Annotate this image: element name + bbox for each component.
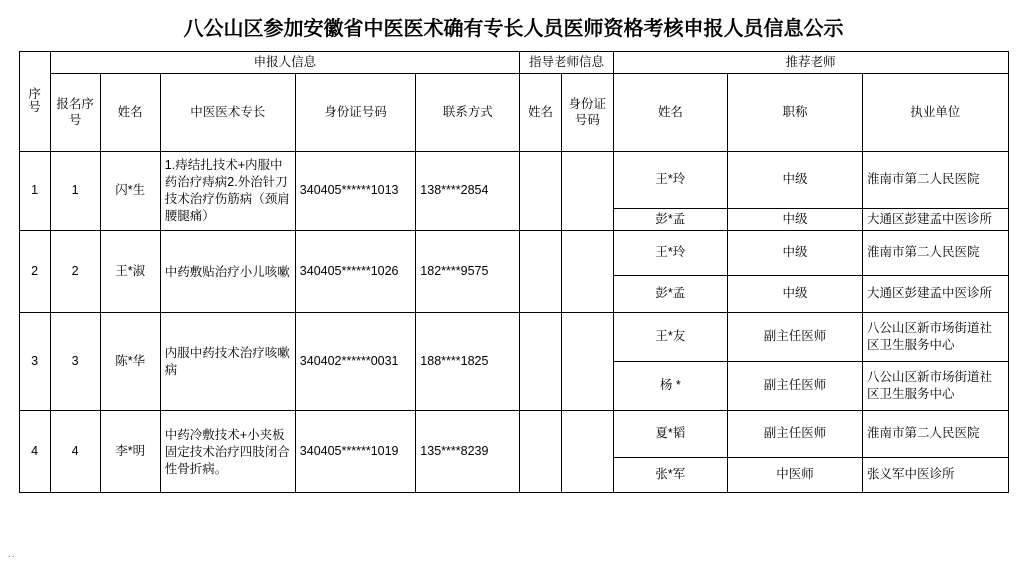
cell-teacher-name <box>520 410 562 492</box>
cell-applicant-specialty: 内服中药技术治疗咳嗽病 <box>160 312 295 410</box>
header-teacher-name: 姓名 <box>520 73 562 151</box>
cell-applicant-name: 闪*生 <box>100 151 160 230</box>
table-row <box>19 410 1008 457</box>
table-row <box>19 230 1008 275</box>
cell-rec-name: 王*友 <box>613 312 727 361</box>
table-row <box>19 151 1008 208</box>
page-title: 八公山区参加安徽省中医医术确有专长人员医师资格考核申报人员信息公示 <box>183 18 844 40</box>
header-applicant-no: 报名序号 <box>50 73 100 151</box>
cell-rec-unit: 张义军中医诊所 <box>863 457 1009 492</box>
cell-teacher-name <box>520 230 562 312</box>
cell-seq: 4 <box>19 410 50 492</box>
cell-applicant-no: 2 <box>50 230 100 312</box>
header-applicant-name: 姓名 <box>100 73 160 151</box>
cell-teacher-name <box>520 312 562 410</box>
cell-rec-title: 副主任医师 <box>727 410 862 457</box>
cell-rec-unit: 淮南市第二人民医院 <box>863 151 1009 208</box>
header-seq-label: 序号 <box>28 87 41 115</box>
header-applicant-contact: 联系方式 <box>416 73 520 151</box>
cell-applicant-specialty: 中药敷贴治疗小儿咳嗽 <box>160 230 295 312</box>
header-group-applicant: 申报人信息 <box>50 52 520 74</box>
cell-rec-name: 夏*韬 <box>613 410 727 457</box>
cell-applicant-no: 1 <box>50 151 100 230</box>
cell-teacher-id <box>561 230 613 312</box>
cell-rec-unit: 淮南市第二人民医院 <box>863 410 1009 457</box>
cell-applicant-id: 340405******1026 <box>295 230 416 312</box>
cell-rec-title: 中级 <box>727 151 862 208</box>
cell-applicant-contact: 188****1825 <box>416 312 520 410</box>
cell-rec-title: 副主任医师 <box>727 312 862 361</box>
header-group-recommender: 推荐老师 <box>613 52 1008 74</box>
cell-rec-name: 杨 * <box>613 361 727 410</box>
cell-applicant-id: 340405******1013 <box>295 151 416 230</box>
cell-applicant-name: 李*明 <box>100 410 160 492</box>
cell-rec-title: 中级 <box>727 230 862 275</box>
header-teacher-id: 身份证号码 <box>561 73 613 151</box>
cell-rec-title: 中级 <box>727 275 862 312</box>
cell-applicant-id: 340402******0031 <box>295 312 416 410</box>
header-rec-title: 职称 <box>727 73 862 151</box>
cell-seq: 3 <box>19 312 50 410</box>
cell-applicant-contact: 182****9575 <box>416 230 520 312</box>
header-rec-name: 姓名 <box>613 73 727 151</box>
cell-rec-unit: 八公山区新市场街道社区卫生服务中心 <box>863 361 1009 410</box>
cell-rec-name: 彭*孟 <box>613 208 727 230</box>
cell-applicant-specialty: 1.痔结扎技术+内服中药治疗痔病2.外治针刀技术治疗伤筋病（颈肩腰腿痛） <box>160 151 295 230</box>
cell-rec-unit: 大通区彭建孟中医诊所 <box>863 208 1009 230</box>
cell-rec-title: 中医师 <box>727 457 862 492</box>
cell-applicant-id: 340405******1019 <box>295 410 416 492</box>
cell-seq: 1 <box>19 151 50 230</box>
cell-rec-name: 王*玲 <box>613 230 727 275</box>
cell-applicant-contact: 135****8239 <box>416 410 520 492</box>
cell-teacher-id <box>561 151 613 230</box>
applicant-info-table <box>19 51 1009 493</box>
cell-seq: 2 <box>19 230 50 312</box>
cell-rec-unit: 淮南市第二人民医院 <box>863 230 1009 275</box>
cell-applicant-no: 4 <box>50 410 100 492</box>
footer-marks: .. <box>8 549 16 560</box>
cell-rec-name: 张*军 <box>613 457 727 492</box>
cell-rec-name: 彭*孟 <box>613 275 727 312</box>
cell-rec-name: 王*玲 <box>613 151 727 208</box>
cell-rec-unit: 大通区彭建孟中医诊所 <box>863 275 1009 312</box>
cell-rec-unit: 八公山区新市场街道社区卫生服务中心 <box>863 312 1009 361</box>
header-group-teacher: 指导老师信息 <box>520 52 614 74</box>
cell-rec-title: 副主任医师 <box>727 361 862 410</box>
table-header-row-1 <box>19 52 1008 74</box>
header-applicant-id: 身份证号码 <box>295 73 416 151</box>
header-applicant-specialty: 中医医术专长 <box>160 73 295 151</box>
cell-applicant-name: 王*淑 <box>100 230 160 312</box>
cell-teacher-id <box>561 410 613 492</box>
cell-teacher-name <box>520 151 562 230</box>
cell-applicant-specialty: 中药冷敷技术+小夹板固定技术治疗四肢闭合性骨折病。 <box>160 410 295 492</box>
table-row <box>19 312 1008 361</box>
cell-applicant-no: 3 <box>50 312 100 410</box>
cell-applicant-contact: 138****2854 <box>416 151 520 230</box>
header-seq <box>19 52 50 152</box>
header-rec-unit: 执业单位 <box>863 73 1009 151</box>
cell-teacher-id <box>561 312 613 410</box>
table-header-row-2 <box>19 73 1008 151</box>
cell-applicant-name: 陈*华 <box>100 312 160 410</box>
cell-rec-title: 中级 <box>727 208 862 230</box>
